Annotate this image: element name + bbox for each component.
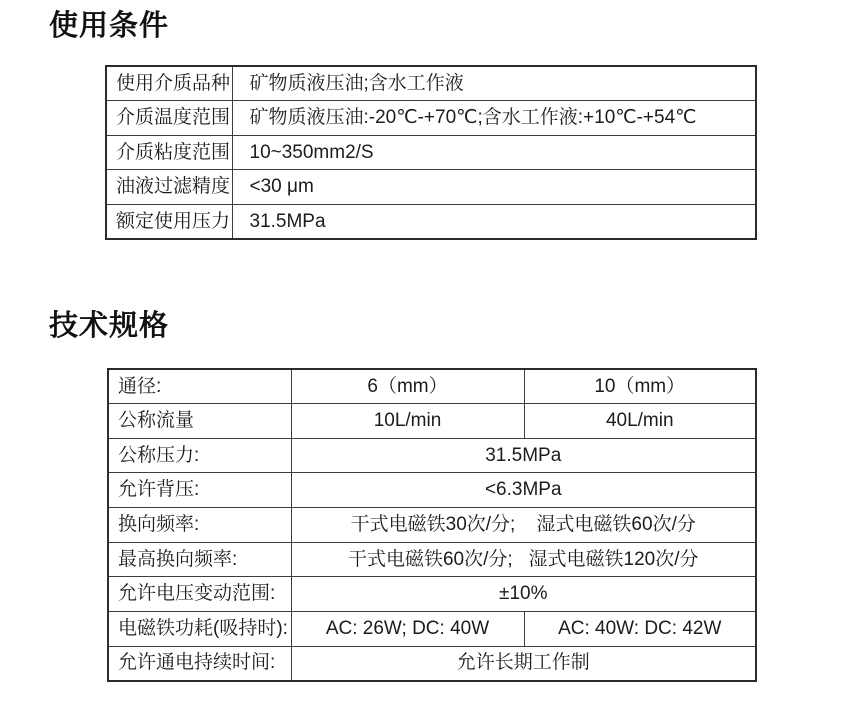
section-title-usage-conditions: 使用条件 [49, 10, 170, 42]
table-row [108, 508, 756, 543]
row-value: AC: 40W: DC: 42W [524, 611, 756, 646]
row-value: 10（mm） [524, 369, 756, 404]
row-value: 10~350mm2/S [232, 135, 756, 170]
row-label: 电磁铁功耗(吸持时): [108, 611, 291, 646]
table-row [108, 369, 756, 404]
row-value: 允许长期工作制 [291, 646, 756, 681]
table-row [108, 404, 756, 439]
row-value: 矿物质液压油;含水工作液 [232, 66, 756, 101]
row-label: 允许通电持续时间: [108, 646, 291, 681]
table-row [108, 438, 756, 473]
row-value: <6.3MPa [291, 473, 756, 508]
usage-conditions-table [105, 65, 757, 240]
row-label: 使用介质品种 [106, 66, 232, 101]
row-label: 公称流量 [108, 404, 291, 439]
row-label: 介质粘度范围 [106, 135, 232, 170]
row-label: 通径: [108, 369, 291, 404]
table-row [108, 646, 756, 681]
row-value: 10L/min [291, 404, 524, 439]
row-label: 油液过滤精度 [106, 170, 232, 205]
row-label: 允许背压: [108, 473, 291, 508]
row-value: 干式电磁铁30次/分; 湿式电磁铁60次/分 [291, 508, 756, 543]
row-label: 公称压力: [108, 438, 291, 473]
section-title-tech-specs: 技术规格 [49, 310, 170, 342]
row-label: 换向频率: [108, 508, 291, 543]
row-value: 40L/min [524, 404, 756, 439]
table-row [106, 101, 756, 136]
table-row [108, 577, 756, 612]
table-row [108, 473, 756, 508]
table-row [106, 170, 756, 205]
row-label: 介质温度范围 [106, 101, 232, 136]
table-row [106, 135, 756, 170]
row-label: 允许电压变动范围: [108, 577, 291, 612]
row-value: AC: 26W; DC: 40W [291, 611, 524, 646]
row-value: 31.5MPa [232, 204, 756, 239]
row-value: ±10% [291, 577, 756, 612]
row-value: 矿物质液压油:-20℃-+70℃;含水工作液:+10℃-+54℃ [232, 101, 756, 136]
table-row [106, 204, 756, 239]
table-row [106, 66, 756, 101]
row-value: 6（mm） [291, 369, 524, 404]
table-row [108, 542, 756, 577]
row-value: <30 μm [232, 170, 756, 205]
tech-specs-table [107, 368, 757, 682]
table-row [108, 611, 756, 646]
row-value: 干式电磁铁60次/分; 湿式电磁铁120次/分 [291, 542, 756, 577]
row-label: 最高换向频率: [108, 542, 291, 577]
row-value: 31.5MPa [291, 438, 756, 473]
row-label: 额定使用压力 [106, 204, 232, 239]
